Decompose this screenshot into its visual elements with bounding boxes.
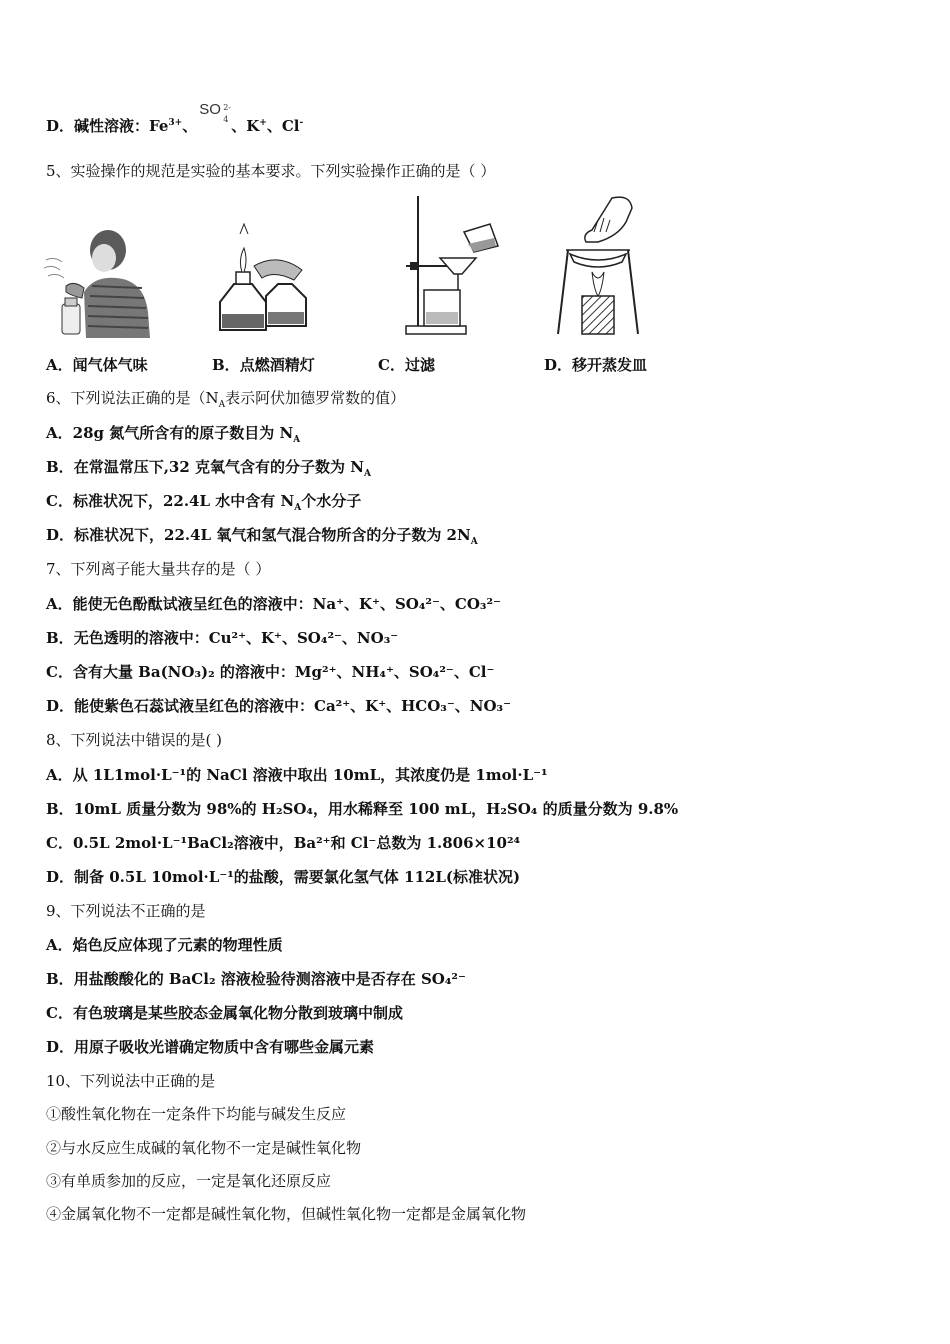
superscript: 3+ bbox=[168, 118, 183, 128]
q8-option-c bbox=[46, 833, 520, 853]
option-text: 28g 氮气所含有的原子数目为 N bbox=[72, 424, 294, 442]
q7-option-b bbox=[46, 628, 398, 648]
separator: 、 bbox=[182, 117, 198, 135]
option-text: 能使紫色石蕊试液呈红色的溶液中：Ca²⁺、K⁺、HCO₃⁻、NO₃⁻ bbox=[74, 697, 512, 715]
option-label: B． bbox=[46, 458, 74, 476]
option-label: A． bbox=[46, 424, 73, 442]
q7-option-a bbox=[46, 594, 501, 614]
q8-option-d bbox=[46, 867, 520, 887]
subscript: A bbox=[293, 435, 301, 445]
option-label: A． bbox=[46, 766, 73, 784]
q10-item: ①酸性氧化物在一定条件下均能与碱发生反应 bbox=[46, 1105, 347, 1123]
option-text: 标准状况下，22.4L 氧气和氢气混合物所含的分子数为 2N bbox=[74, 526, 471, 544]
alcohol-lamp-figure bbox=[208, 222, 318, 340]
q9-option-c bbox=[46, 1003, 403, 1023]
option-text: 闻气体气味 bbox=[72, 356, 148, 374]
option-label: C． bbox=[46, 834, 73, 852]
option-label: B． bbox=[46, 629, 74, 647]
option-label: C． bbox=[46, 492, 73, 510]
option-text: 从 1L1mol·L⁻¹的 NaCl 溶液中取出 10mL，其浓度仍是 1mol·L⁻¹ bbox=[72, 766, 548, 784]
q6-option-d bbox=[46, 525, 478, 545]
q10-stem: 10、下列说法中正确的是 bbox=[46, 1072, 216, 1090]
q10-item: ③有单质参加的反应，一定是氧化还原反应 bbox=[46, 1172, 332, 1190]
q6-option-c bbox=[46, 491, 361, 511]
option-text: 能使无色酚酞试液呈红色的溶液中：Na⁺、K⁺、SO₄²⁻、CO₃²⁻ bbox=[72, 595, 501, 613]
option-text: 焰色反应体现了元素的物理性质 bbox=[72, 936, 283, 954]
q8-stem: 8、下列说法中错误的是( ) bbox=[46, 731, 223, 749]
q5-option-a bbox=[46, 354, 148, 375]
subscript: A bbox=[218, 400, 226, 410]
option-text: 含有大量 Ba(NO₃)₂ 的溶液中：Mg²⁺、NH₄⁺、SO₄²⁻、Cl⁻ bbox=[72, 663, 495, 681]
option-label: D． bbox=[46, 697, 75, 715]
option-text: 个水分子 bbox=[301, 492, 362, 510]
sulfate-text: SO bbox=[199, 101, 221, 118]
option-text: 用原子吸收光谱确定物质中含有哪些金属元素 bbox=[74, 1038, 375, 1056]
option-text: 点燃酒精灯 bbox=[239, 356, 315, 374]
sulfate-subscript: 4 bbox=[223, 115, 229, 124]
option-text: 有色玻璃是某些胶态金属氧化物分散到玻璃中制成 bbox=[72, 1004, 403, 1022]
option-label: A． bbox=[46, 356, 73, 374]
separator: 、K bbox=[231, 117, 260, 135]
option-label: C． bbox=[378, 356, 405, 374]
option-text: 制备 0.5L 10mol·L⁻¹的盐酸，需要氯化氢气体 112L(标准状况) bbox=[74, 868, 521, 886]
sulfate-formula bbox=[197, 101, 232, 136]
q8-option-b bbox=[46, 799, 678, 819]
option-text: 移开蒸发皿 bbox=[572, 356, 648, 374]
option-label: B． bbox=[212, 356, 240, 374]
option-text: 0.5L 2mol·L⁻¹BaCl₂溶液中，Ba²⁺和 Cl⁻总数为 1.806×10²⁴ bbox=[72, 834, 521, 852]
q9-option-b bbox=[46, 969, 466, 989]
option-text: 用盐酸酸化的 BaCl₂ 溶液检验待测溶液中是否存在 SO₄²⁻ bbox=[73, 970, 466, 988]
q9-stem: 9、下列说法不正确的是 bbox=[46, 902, 206, 920]
superscript: + bbox=[259, 118, 267, 128]
option-label: C． bbox=[46, 663, 73, 681]
q6-option-a bbox=[46, 423, 300, 443]
option-text: 碱性溶液：Fe bbox=[74, 117, 169, 135]
option-label: D． bbox=[46, 1038, 75, 1056]
option-label: B． bbox=[46, 800, 74, 818]
stem-text: 6、下列说法正确的是（N bbox=[46, 389, 219, 407]
option-label: A． bbox=[46, 595, 73, 613]
q5-option-c bbox=[378, 354, 435, 375]
option-label: A． bbox=[46, 936, 73, 954]
q10-item: ④金属氧化物不一定都是碱性氧化物，但碱性氧化物一定都是金属氧化物 bbox=[46, 1205, 527, 1223]
option-label: C． bbox=[46, 1004, 73, 1022]
q5-option-b bbox=[212, 354, 315, 375]
q9-option-d bbox=[46, 1037, 374, 1057]
q7-option-d bbox=[46, 696, 511, 716]
option-label: D． bbox=[46, 868, 75, 886]
smelling-gas-figure bbox=[44, 222, 154, 340]
option-text: 无色透明的溶液中：Cu²⁺、K⁺、SO₄²⁻、NO₃⁻ bbox=[73, 629, 399, 647]
q5-stem: 5、实验操作的规范是实验的基本要求。下列实验操作正确的是（ ） bbox=[46, 162, 496, 180]
q4-option-d bbox=[46, 101, 304, 136]
q7-stem: 7、下列离子能大量共存的是（ ） bbox=[46, 560, 271, 578]
q8-option-a bbox=[46, 765, 548, 785]
subscript: A bbox=[470, 537, 478, 547]
option-text: 过滤 bbox=[404, 356, 435, 374]
option-label: D． bbox=[46, 526, 75, 544]
option-text: 10mL 质量分数为 98%的 H₂SO₄，用水稀释至 100 mL，H₂SO₄ 的质量分数为 9.8% bbox=[73, 800, 679, 818]
option-text: 在常温常压下,32 克氧气含有的分子数为 N bbox=[73, 458, 364, 476]
subscript: A bbox=[294, 503, 302, 513]
option-text: 标准状况下，22.4L 水中含有 N bbox=[72, 492, 295, 510]
q5-option-d bbox=[544, 354, 647, 375]
option-label: D． bbox=[544, 356, 573, 374]
q6-stem bbox=[46, 388, 405, 408]
q6-option-b bbox=[46, 457, 371, 477]
evaporating-dish-figure bbox=[552, 192, 642, 342]
option-label: B． bbox=[46, 970, 74, 988]
superscript: - bbox=[299, 118, 304, 128]
option-label: D． bbox=[46, 117, 75, 135]
filtration-figure bbox=[396, 192, 516, 342]
q7-option-c bbox=[46, 662, 494, 682]
stem-text: 表示阿伏加德罗常数的值） bbox=[225, 389, 406, 407]
subscript: A bbox=[363, 469, 371, 479]
q9-option-a bbox=[46, 935, 283, 955]
separator: 、Cl bbox=[266, 117, 300, 135]
q10-item: ②与水反应生成碱的氧化物不一定是碱性氧化物 bbox=[46, 1139, 362, 1157]
sulfate-charge: 2- bbox=[223, 103, 232, 112]
